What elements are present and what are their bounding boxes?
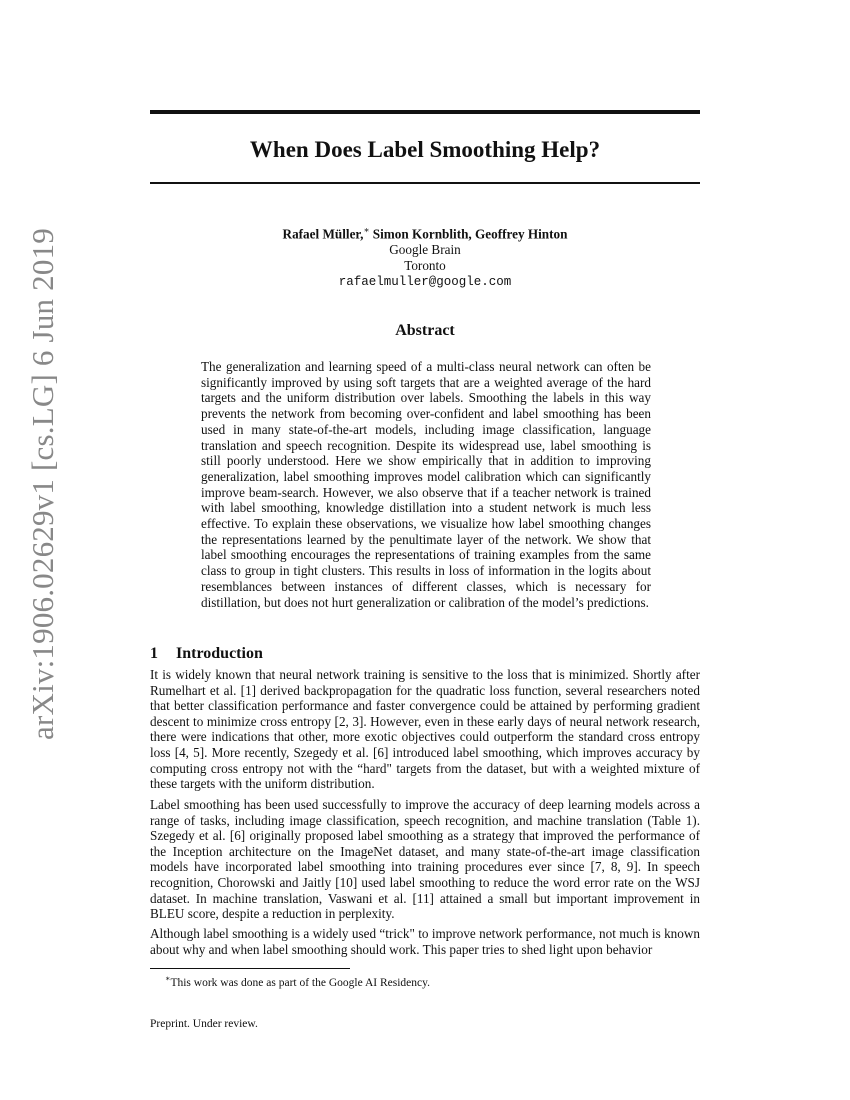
author-location: Toronto xyxy=(404,258,446,274)
arxiv-identifier: arXiv:1906.02629v1 [cs.LG] 6 Jun 2019 xyxy=(25,228,60,740)
arxiv-sidebar xyxy=(24,228,62,740)
intro-paragraph-1: It is widely known that neural network training is sensitive to the loss that is minimized. Shortly after Rumelhart et al. [1] derived backpropagation for the quadratic loss function, several researchers noted that better classification performance and faster convergence could be attained by performing gradient descent to minimize cross entropy [2, 3]. However, even in these early days of neural network research, there were indications that other, more exotic objectives could outperform the standard cross entropy loss [4, 5]. More recently, Szegedy et al. [6] introduced label smoothing, which improves accuracy by computing cross entropy not with the “hard" targets from the dataset, but with a weighted mixture of these targets with the uniform distribution. xyxy=(150,667,700,792)
footnote xyxy=(165,972,430,990)
author-footnote-mark: ∗ xyxy=(363,225,370,235)
footnote-text: This work was done as part of the Google AI Residency. xyxy=(170,976,430,989)
author-names: Rafael Müller,∗ Simon Kornblith, Geoffrey Hinton xyxy=(282,225,568,242)
section-title: Introduction xyxy=(176,645,263,662)
abstract-text: The generalization and learning speed of a multi-class neural network can often be significantly improved by using soft targets that are a weighted average of the hard targets and the uniform distribution over labels. Smoothing the labels in this way prevents the network from becoming over-confident and label smoothing has been used in many state-of-the-art models, including image classification, language translation and speech recognition. Despite its widespread use, label smoothing is still poorly understood. Here we show empirically that in addition to improving generalization, label smoothing improves model calibration which can significantly improve beam-search. However, we also observe that if a teacher network is trained with label smoothing, knowledge distillation into a student network is much less effective. To explain these observations, we visualize how label smoothing changes the representations learned by the penultimate layer of the network. We show that label smoothing encourages the representations of training examples from the same class to group in tight clusters. This results in loss of information in the logits about resemblances between instances of different classes, which is necessary for distillation, but does not hurt generalization or calibration of the model’s predictions. xyxy=(201,359,651,610)
section-number: 1 xyxy=(150,645,158,662)
author-affiliation: Google Brain xyxy=(389,242,461,258)
author-email: rafaelmuller@google.com xyxy=(338,275,512,290)
paper-title: When Does Label Smoothing Help? xyxy=(249,137,601,162)
author-block xyxy=(150,222,700,290)
preprint-note: Preprint. Under review. xyxy=(150,1018,258,1030)
footnote-rule xyxy=(150,968,350,969)
intro-paragraph-2: Label smoothing has been used successfully to improve the accuracy of deep learning models across a range of tasks, including image classification, speech recognition, and machine translation (Table 1). Szegedy et al. [6] originally proposed label smoothing as a strategy that improved the performance of the Inception architecture on the ImageNet dataset, and many state-of-the-art image classification models have incorporated label smoothing into training procedures ever since [7, 8, 9]. In speech recognition, Chorowski and Jaitly [10] used label smoothing to reduce the word error rate on the WSJ dataset. In machine translation, Vaswani et al. [11] attained a small but important improvement in BLEU score, despite a reduction in perplexity. xyxy=(150,797,700,922)
intro-paragraph-3: Although label smoothing is a widely used “trick" to improve network performance, not much is known about why and when label smoothing should work. This paper tries to shed light upon behavior xyxy=(150,926,700,957)
title-top-rule xyxy=(150,110,700,114)
title-bottom-rule xyxy=(150,182,700,184)
abstract-heading: Abstract xyxy=(395,322,455,339)
footnote-mark: ∗ xyxy=(165,974,171,983)
section-heading xyxy=(150,645,263,663)
